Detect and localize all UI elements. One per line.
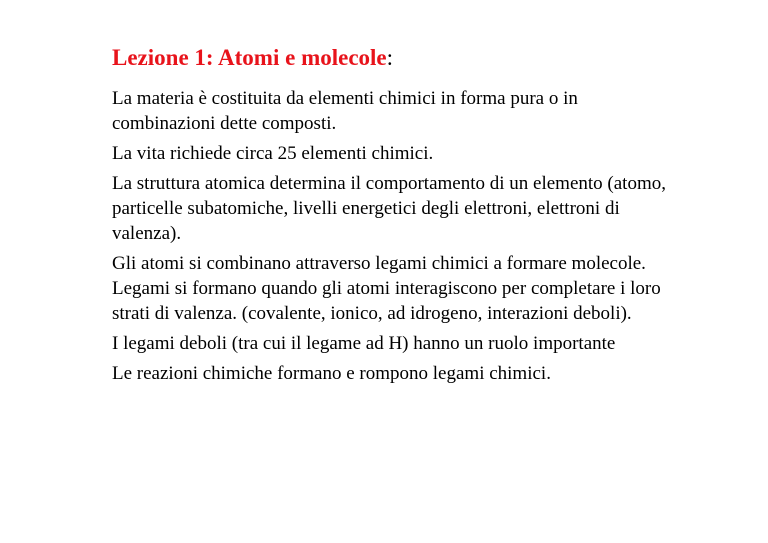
slide-title <box>112 42 393 74</box>
paragraph-legami-chimici: Gli atomi si combinano attraverso legami chimici a formare molecole. Legami si formano quando gli atomi interagiscono per completare i loro strati di valenza. (covalente, ionico, ad idrogeno, interazioni deboli). <box>112 253 661 324</box>
slide-title-colon: : <box>386 45 394 70</box>
slide-body <box>112 86 672 391</box>
paragraph-legami-deboli: I legami deboli (tra cui il legame ad H) hanno un ruolo importante <box>112 333 616 354</box>
paragraph-reazioni-chimiche: Le reazioni chimiche formano e rompono legami chimici. <box>112 363 551 384</box>
paragraph-struttura-atomica: La struttura atomica determina il comportamento di un elemento (atomo, particelle subatomiche, livelli energetici degli elettroni, elettroni di valenza). <box>112 173 666 244</box>
slide-title-text: Lezione 1: Atomi e molecole <box>112 45 387 70</box>
paragraph-vita: La vita richiede circa 25 elementi chimici. <box>112 143 434 164</box>
paragraph-materia: La materia è costituita da elementi chimici in forma pura o in combinazioni dette composti. <box>112 88 578 134</box>
